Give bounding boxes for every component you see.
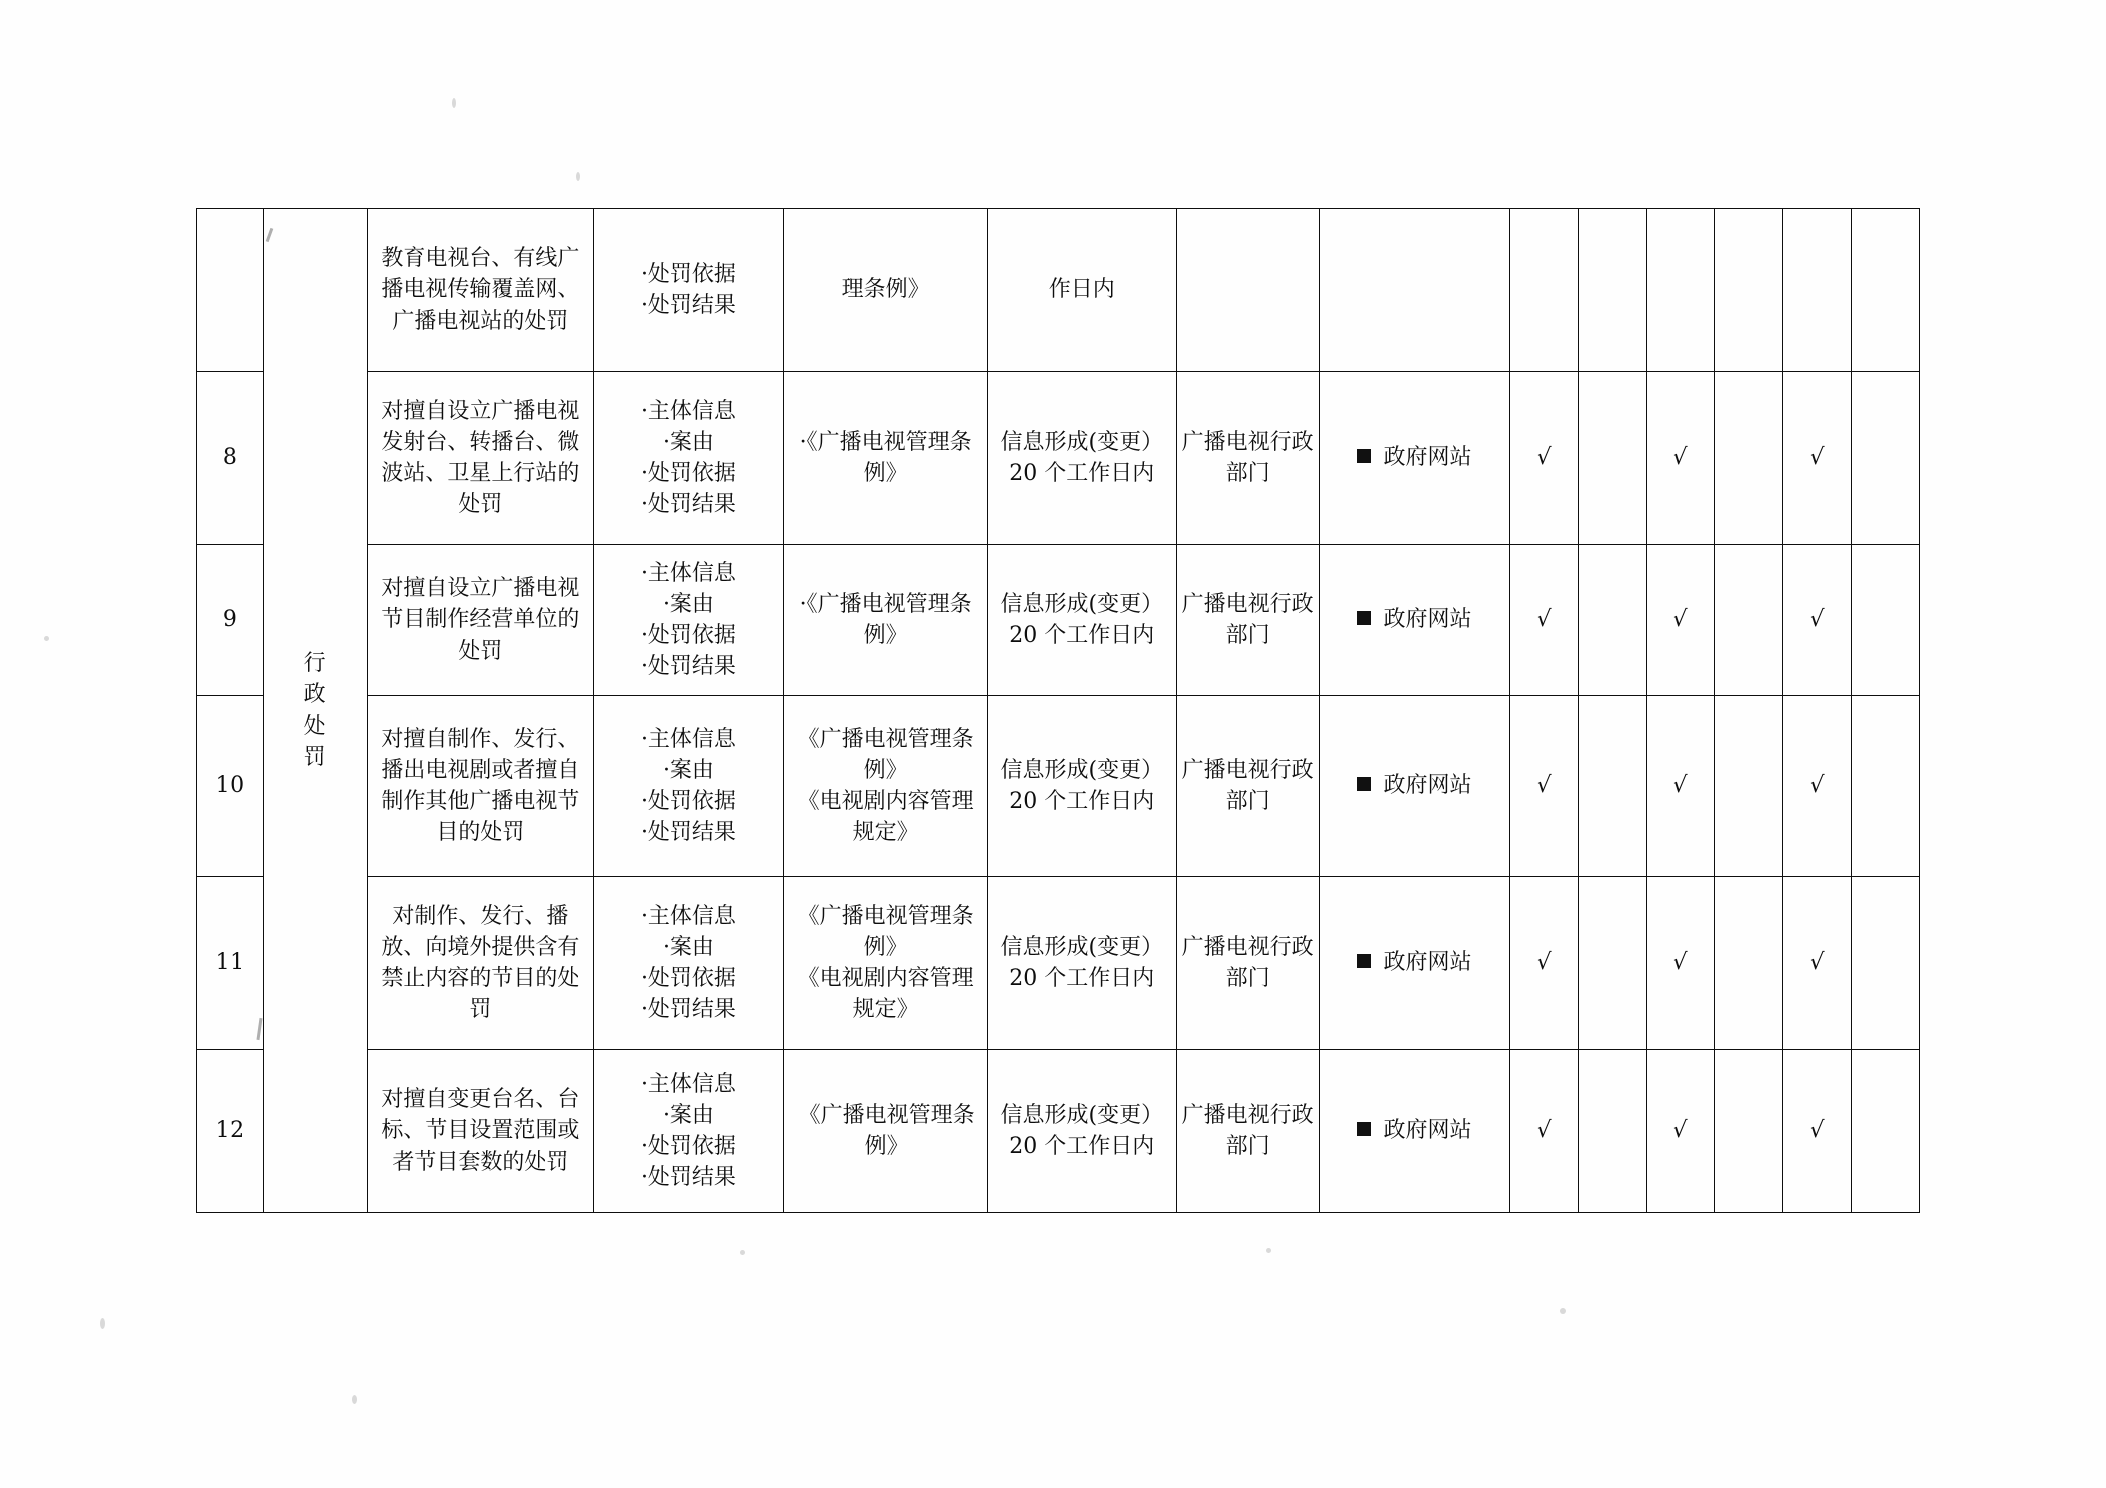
- content-line: ·处罚结果: [640, 820, 736, 846]
- content-line: ·案由: [662, 429, 714, 455]
- disclosure-content: [593, 372, 784, 545]
- mark-cell: [1851, 209, 1919, 372]
- mark-cell: [1715, 545, 1783, 696]
- scan-speck: [1266, 1248, 1271, 1253]
- table-row: [197, 1050, 1920, 1213]
- content-line: ·案由: [662, 1102, 714, 1128]
- mark-cell: [1715, 696, 1783, 877]
- content-line: ·处罚结果: [640, 654, 736, 680]
- item-name: 对擅自制作、发行、播出电视剧或者擅自制作其他广播电视节目的处罚: [368, 696, 593, 877]
- disclosure-basis: [784, 696, 988, 877]
- category-cell: [264, 209, 368, 1213]
- disclosure-content: [593, 545, 784, 696]
- mark-cell: [1578, 1050, 1646, 1213]
- mark-cell: [1578, 696, 1646, 877]
- content-line: ·处罚依据: [640, 461, 736, 486]
- mark-cell: [1851, 372, 1919, 545]
- content-line: ·处罚依据: [640, 623, 736, 648]
- item-name: 对制作、发行、播放、向境外提供含有禁止内容的节目的处罚: [368, 877, 593, 1050]
- disclosure-deadline: 信息形成(变更）20 个工作日内: [988, 696, 1177, 877]
- mark-cell: [1783, 209, 1851, 372]
- mark-cell: [1578, 877, 1646, 1050]
- mark-cell: [1510, 877, 1578, 1050]
- mark-cell: [1510, 696, 1578, 877]
- disclosure-basis: 《广播电视管理条例》: [784, 1050, 988, 1213]
- mark-cell: [1510, 209, 1578, 372]
- disclosure-basis: 理条例》: [784, 209, 988, 372]
- mark-cell: [1715, 877, 1783, 1050]
- responsible-dept: [1176, 209, 1319, 372]
- disclosure-channel: [1319, 209, 1510, 372]
- check-icon: √: [1809, 1118, 1825, 1144]
- responsible-dept: 广播电视行政部门: [1176, 372, 1319, 545]
- responsible-dept: 广播电视行政部门: [1176, 877, 1319, 1050]
- mark-cell: [1851, 877, 1919, 1050]
- filled-square-icon: [1357, 1122, 1371, 1136]
- content-line: ·主体信息: [640, 903, 736, 929]
- check-icon: √: [1809, 950, 1825, 976]
- category-char-2: 政: [303, 682, 328, 708]
- category-label-stack: [268, 215, 363, 1206]
- mark-cell: [1578, 372, 1646, 545]
- mark-cell: [1646, 545, 1714, 696]
- responsible-dept: 广播电视行政部门: [1176, 696, 1319, 877]
- mark-cell: [1715, 372, 1783, 545]
- mark-cell: [1715, 209, 1783, 372]
- content-line: ·案由: [662, 934, 714, 960]
- basis-line: 《广播电视管理条例》: [797, 726, 974, 783]
- filled-square-icon: [1357, 954, 1371, 968]
- content-line: ·处罚结果: [640, 293, 736, 318]
- check-icon: √: [1536, 1118, 1552, 1144]
- disclosure-content: [593, 877, 784, 1050]
- mark-cell: [1851, 696, 1919, 877]
- content-line: ·处罚结果: [640, 1165, 736, 1191]
- disclosure-deadline: 作日内: [988, 209, 1177, 372]
- table-row: [197, 545, 1920, 696]
- scan-speck: [100, 1318, 105, 1329]
- content-line: ·案由: [662, 591, 714, 617]
- content-line: ·处罚依据: [640, 261, 736, 287]
- channel-label: 政府网站: [1383, 950, 1472, 976]
- content-line: ·主体信息: [640, 1071, 736, 1097]
- table-row: [197, 372, 1920, 545]
- mark-cell: [1783, 877, 1851, 1050]
- channel-label: 政府网站: [1383, 1118, 1472, 1144]
- filled-square-icon: [1357, 611, 1371, 625]
- basis-line: 《电视剧内容管理规定》: [797, 966, 974, 1023]
- mark-cell: [1646, 1050, 1714, 1213]
- disclosure-content: [593, 696, 784, 877]
- channel-label: 政府网站: [1383, 773, 1472, 799]
- check-icon: √: [1672, 1118, 1689, 1144]
- basis-line: 《广播电视管理条例》: [797, 903, 974, 960]
- disclosure-basis: [784, 877, 988, 1050]
- item-name: 对擅自设立广播电视发射台、转播台、微波站、卫星上行站的处罚: [368, 372, 593, 545]
- category-char-3: 处: [303, 713, 328, 739]
- content-line: ·处罚结果: [640, 492, 736, 518]
- disclosure-channel: [1319, 372, 1510, 545]
- check-icon: √: [1536, 607, 1552, 633]
- mark-cell: [1783, 372, 1851, 545]
- mark-cell: [1646, 209, 1714, 372]
- mark-cell: [1646, 696, 1714, 877]
- filled-square-icon: [1357, 449, 1371, 463]
- mark-cell: [1851, 1050, 1919, 1213]
- category-char-4: 罚: [303, 744, 328, 770]
- disclosure-content: [593, 1050, 784, 1213]
- disclosure-table: [196, 208, 1920, 1213]
- responsible-dept: 广播电视行政部门: [1176, 1050, 1319, 1213]
- table-row: [197, 209, 1920, 372]
- mark-cell: [1715, 1050, 1783, 1213]
- row-number: 10: [197, 696, 264, 877]
- disclosure-content: [593, 209, 784, 372]
- table-row: [197, 696, 1920, 877]
- disclosure-deadline: 信息形成(变更）20 个工作日内: [988, 1050, 1177, 1213]
- channel-label: 政府网站: [1383, 607, 1472, 633]
- channel-label: 政府网站: [1383, 445, 1472, 471]
- check-icon: √: [1536, 445, 1552, 471]
- row-number: 12: [197, 1050, 264, 1213]
- disclosure-deadline: 信息形成(变更）20 个工作日内: [988, 545, 1177, 696]
- item-name: 对擅自变更台名、台标、节目设置范围或者节目套数的处罚: [368, 1050, 593, 1213]
- mark-cell: [1646, 877, 1714, 1050]
- check-icon: √: [1809, 773, 1825, 799]
- disclosure-channel: [1319, 696, 1510, 877]
- check-icon: √: [1536, 950, 1552, 976]
- item-name: 教育电视台、有线广播电视传输覆盖网、广播电视站的处罚: [368, 209, 593, 372]
- check-icon: √: [1672, 607, 1689, 633]
- disclosure-table-container: [196, 208, 1920, 1213]
- check-icon: √: [1672, 445, 1689, 471]
- scan-speck: [1560, 1308, 1566, 1314]
- row-number: 8: [197, 372, 264, 545]
- mark-cell: [1646, 372, 1714, 545]
- content-line: ·处罚依据: [640, 966, 736, 991]
- scan-speck: [740, 1250, 745, 1255]
- row-number: [197, 209, 264, 372]
- content-line: ·主体信息: [640, 726, 736, 752]
- mark-cell: [1578, 209, 1646, 372]
- mark-cell: [1783, 545, 1851, 696]
- disclosure-basis: ·《广播电视管理条例》: [784, 545, 988, 696]
- row-number: 11: [197, 877, 264, 1050]
- disclosure-channel: [1319, 877, 1510, 1050]
- disclosure-channel: [1319, 545, 1510, 696]
- scan-speck: [352, 1395, 357, 1404]
- check-icon: √: [1809, 607, 1825, 633]
- scan-speck: [576, 172, 580, 181]
- mark-cell: [1851, 545, 1919, 696]
- content-line: ·案由: [662, 757, 714, 783]
- content-line: ·处罚结果: [640, 997, 736, 1023]
- table-row: [197, 877, 1920, 1050]
- disclosure-channel: [1319, 1050, 1510, 1213]
- responsible-dept: 广播电视行政部门: [1176, 545, 1319, 696]
- mark-cell: [1510, 372, 1578, 545]
- item-name: 对擅自设立广播电视节目制作经营单位的处罚: [368, 545, 593, 696]
- check-icon: √: [1536, 773, 1552, 799]
- content-line: ·主体信息: [640, 560, 736, 586]
- filled-square-icon: [1357, 777, 1371, 791]
- check-icon: √: [1672, 773, 1689, 799]
- disclosure-deadline: 信息形成(变更）20 个工作日内: [988, 372, 1177, 545]
- content-line: ·处罚依据: [640, 1134, 736, 1159]
- row-number: 9: [197, 545, 264, 696]
- disclosure-basis: ·《广播电视管理条例》: [784, 372, 988, 545]
- mark-cell: [1783, 1050, 1851, 1213]
- scan-speck: [44, 636, 49, 641]
- category-char-1: 行: [303, 651, 328, 677]
- check-icon: √: [1809, 445, 1825, 471]
- mark-cell: [1783, 696, 1851, 877]
- basis-line: 《电视剧内容管理规定》: [797, 789, 974, 846]
- mark-cell: [1578, 545, 1646, 696]
- content-line: ·主体信息: [640, 398, 736, 424]
- scan-speck: [452, 98, 456, 108]
- disclosure-deadline: 信息形成(变更）20 个工作日内: [988, 877, 1177, 1050]
- check-icon: √: [1672, 950, 1689, 976]
- mark-cell: [1510, 545, 1578, 696]
- mark-cell: [1510, 1050, 1578, 1213]
- content-line: ·处罚依据: [640, 789, 736, 814]
